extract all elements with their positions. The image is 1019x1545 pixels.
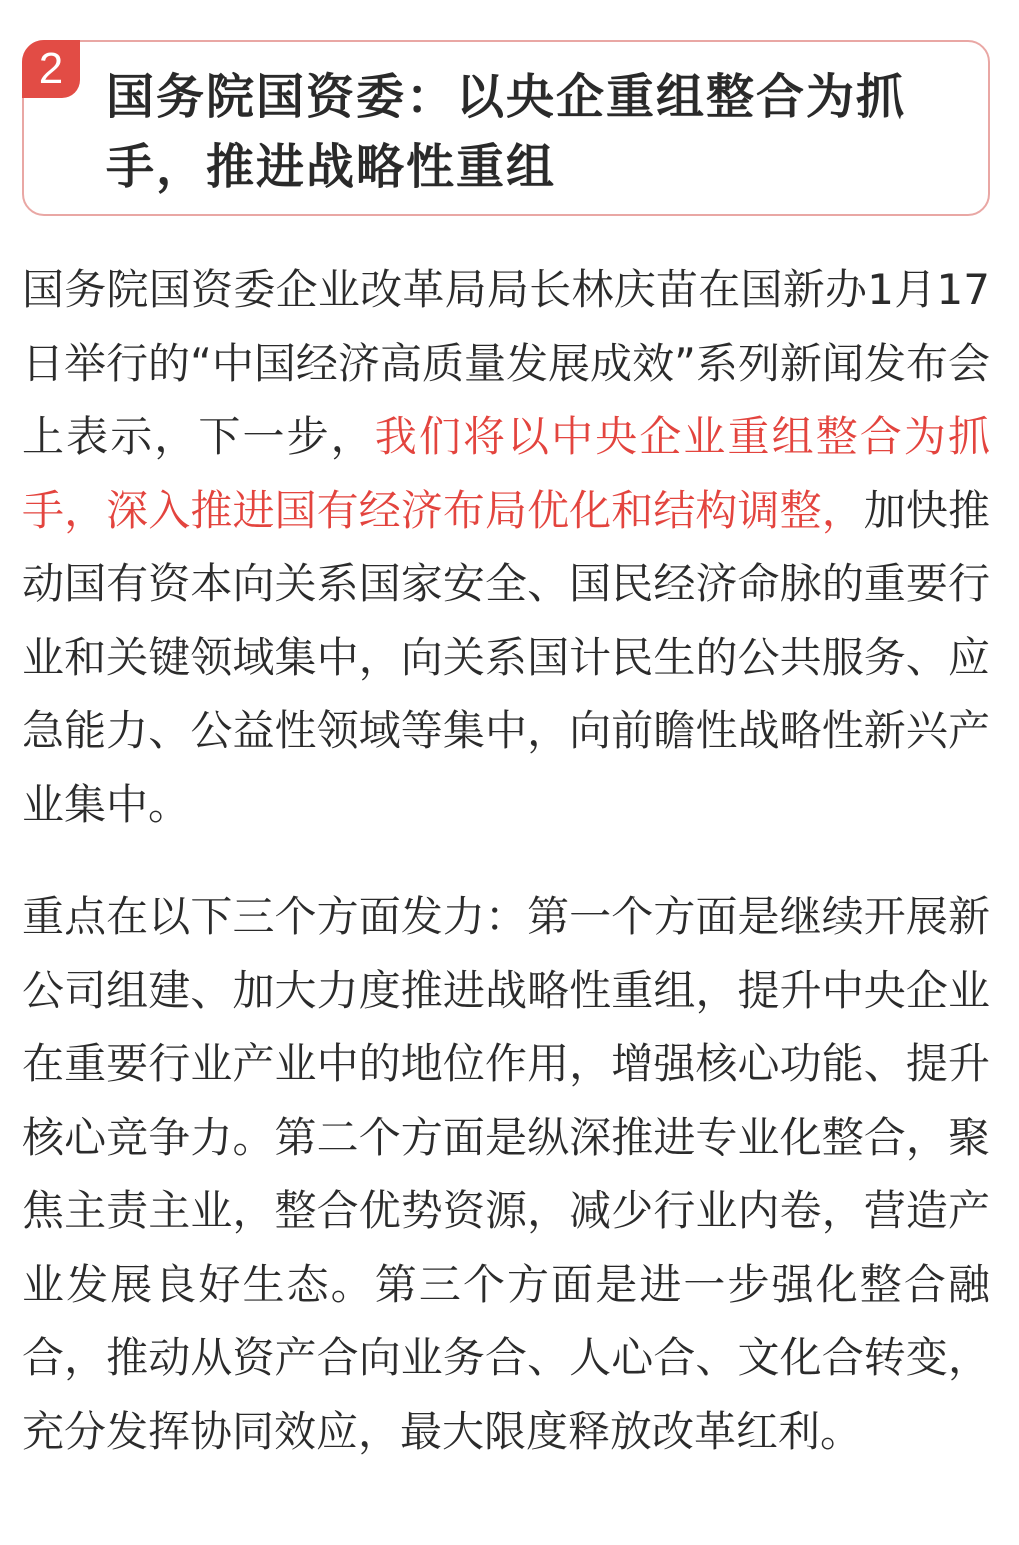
number-badge: 2 — [22, 40, 80, 98]
paragraph-rest-text: 加快推动国有资本向关系国家安全、国民经济命脉的重要行业和关键领域集中，向关系国计民生的公共服务、应急能力、公益性领域等集中，向前瞻性战略性新兴产业集中。 — [22, 485, 990, 829]
paragraph-focus-areas: 重点在以下三个方面发力：第一个方面是继续开展新公司组建、加大力度推进战略性重组，提升中央企业在重要行业产业中的地位作用，增强核心功能、提升核心竞争力。第二个方面是纵深推进专业化整合，聚焦主责主业，整合优势资源，减少行业内卷，营造产业发展良好生态。第三个方面是进一步强化整合融合，推动从资产合向业务合、人心合、文化合转变，充分发挥协同效应，最大限度释放改革红利。 — [22, 892, 990, 1456]
paragraph-intro-text: 国务院国资委企业改革局局长林庆苗在国新办1月17日举行的“中国经济高质量发展成效”系列新闻发布会上表示，下一步， — [22, 265, 990, 461]
headline-card — [22, 40, 990, 216]
paragraph-announcement — [22, 253, 990, 841]
highlighted-text: 我们将以中央企业重组整合为抓手，深入推进国有经济布局优化和结构调整， — [22, 412, 990, 535]
headline-title: 国务院国资委：以央企重组整合为抓手，推进战略性重组 — [106, 69, 907, 195]
